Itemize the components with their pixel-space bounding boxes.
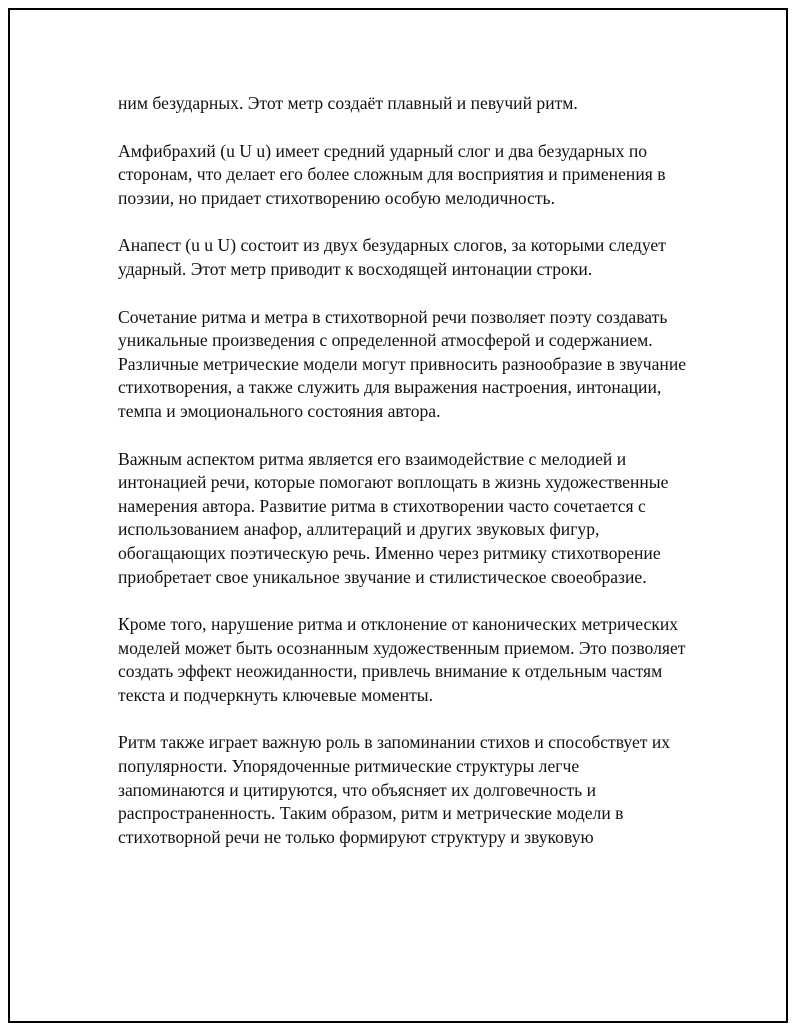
paragraph-5: Важным аспектом ритма является его взаимодействие с мелодией и интонацией речи, которые помогают воплощать в жизнь художественные намерения автора. Развитие ритма в стихотворении часто сочетается с использованием анафор, аллитераций и других звуковых фигур, обогащающих поэтическую речь. Именно через ритмику стихотворение приобретает свое уникальное звучание и стилистическое своеобразие.: [118, 448, 669, 587]
paragraph-4: Сочетание ритма и метра в стихотворной речи позволяет поэту создавать уникальные произведения с определенной атмосферой и содержанием. Различные метрические модели могут привносить разнообразие в звучание стихотворения, а также служить для выражения настроения, интонации, темпа и эмоционального состояния автора.: [118, 306, 687, 421]
paragraph-1: ним безударных. Этот метр создаёт плавный и певучий ритм.: [118, 93, 578, 113]
paragraph-3: Анапест (u u U) состоит из двух безударных слогов, за которыми следует ударный. Этот метр приводит к восходящей интонации строки.: [118, 235, 666, 279]
document-body: [118, 92, 688, 873]
paragraph-7: Ритм также играет важную роль в запоминании стихов и способствует их популярности. Упорядоченные ритмические структуры легче запоминаются и цитируются, что объясняет их долговечность и распространенность. Таким образом, ритм и метрические модели в стихотворной речи не только формируют структуру и звуковую: [118, 732, 671, 847]
paragraph-6: Кроме того, нарушение ритма и отклонение от канонических метрических моделей может быть осознанным художественным приемом. Это позволяет создать эффект неожиданности, привлечь внимание к отдельным частям текста и подчеркнуть ключевые моменты.: [118, 614, 686, 705]
paragraph-2: Амфибрахий (u U u) имеет средний ударный слог и два безударных по сторонам, что делает его более сложным для восприятия и применения в поэзии, но придает стихотворению особую мелодичность.: [118, 140, 666, 208]
